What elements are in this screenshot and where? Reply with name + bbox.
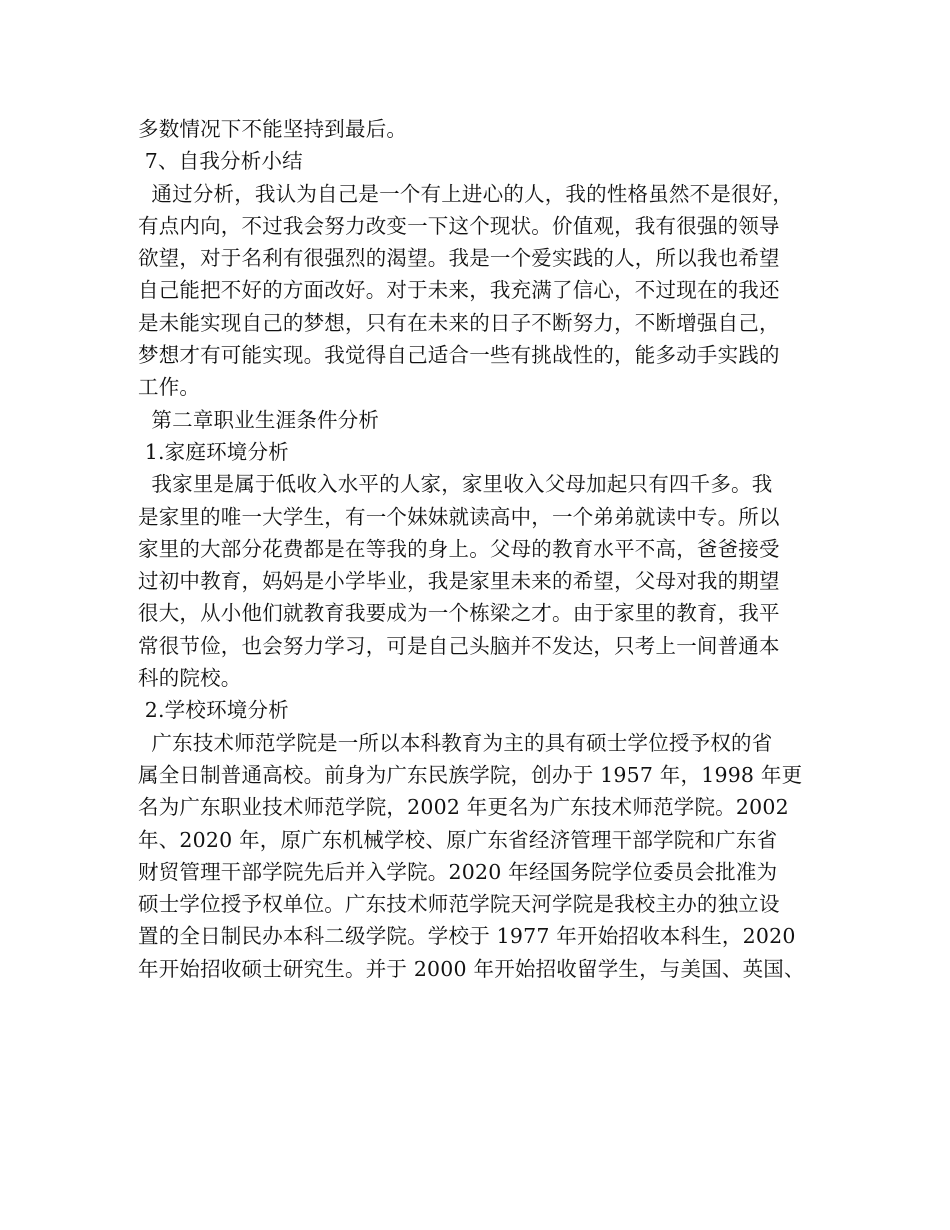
text-line: 科的院校。	[138, 666, 242, 691]
text-line: 很大，从小他们就教育我要成为一个栋梁之才。由于家里的教育，我平	[138, 601, 780, 626]
text-line: 自己能把不好的方面改好。对于未来，我充满了信心，不过现在的我还	[138, 278, 780, 303]
text-line: 工作。	[138, 375, 201, 400]
text-line: 多数情况下不能坚持到最后。	[138, 117, 408, 141]
text-line: 年、2020 年，原广东机械学校、原广东省经济管理干部学院和广东省	[138, 827, 778, 852]
text-line: 置的全日制民办本科二级学院。学校于 1977 年开始招收本科生，2020	[138, 924, 796, 949]
text-line: 梦想才有可能实现。我觉得自己适合一些有挑战性的，能多动手实践的	[138, 343, 780, 368]
text-line: 家里的大部分花费都是在等我的身上。父母的教育水平不高，爸爸接受	[138, 536, 780, 561]
text-line: 年开始招收硕士研究生。并于 2000 年开始招收留学生，与美国、英国、	[138, 956, 805, 981]
text-line: 广东技术师范学院是一所以本科教育为主的具有硕士学位授予权的省	[138, 730, 773, 755]
text-line: 有点内向，不过我会努力改变一下这个现状。价值观，我有很强的领导	[138, 213, 780, 238]
text-line: 财贸管理干部学院先后并入学院。2020 年经国务院学位委员会批准为	[138, 859, 778, 884]
text-line: 属全日制普通高校。前身为广东民族学院，创办于 1957 年，1998 年更	[138, 762, 803, 787]
chapter-heading: 第二章职业生涯条件分析	[138, 407, 380, 432]
section-heading: 1.家庭环境分析	[138, 439, 289, 464]
text-line: 名为广东职业技术师范学院，2002 年更名为广东技术师范学院。2002	[138, 795, 789, 820]
text-line: 是未能实现自己的梦想，只有在未来的日子不断努力，不断增强自己，	[138, 310, 780, 335]
text-line: 我家里是属于低收入水平的人家，家里收入父母加起只有四千多。我	[138, 472, 773, 497]
text-line: 硕士学位授予权单位。广东技术师范学院天河学院是我校主办的独立设	[138, 892, 780, 917]
section-heading: 2.学校环境分析	[138, 698, 289, 723]
text-line: 欲望，对于名利有很强烈的渴望。我是一个爱实践的人，所以我也希望	[138, 246, 780, 271]
text-line: 过初中教育，妈妈是小学毕业，我是家里未来的希望，父母对我的期望	[138, 569, 780, 594]
document-body	[138, 113, 838, 985]
text-line: 通过分析，我认为自己是一个有上进心的人，我的性格虽然不是很好，	[138, 181, 794, 206]
text-line: 常很节俭，也会努力学习，可是自己头脑并不发达，只考上一间普通本	[138, 633, 780, 658]
text-line: 是家里的唯一大学生，有一个妹妹就读高中，一个弟弟就读中专。所以	[138, 504, 780, 529]
section-heading: 7、自我分析小结	[138, 149, 303, 174]
